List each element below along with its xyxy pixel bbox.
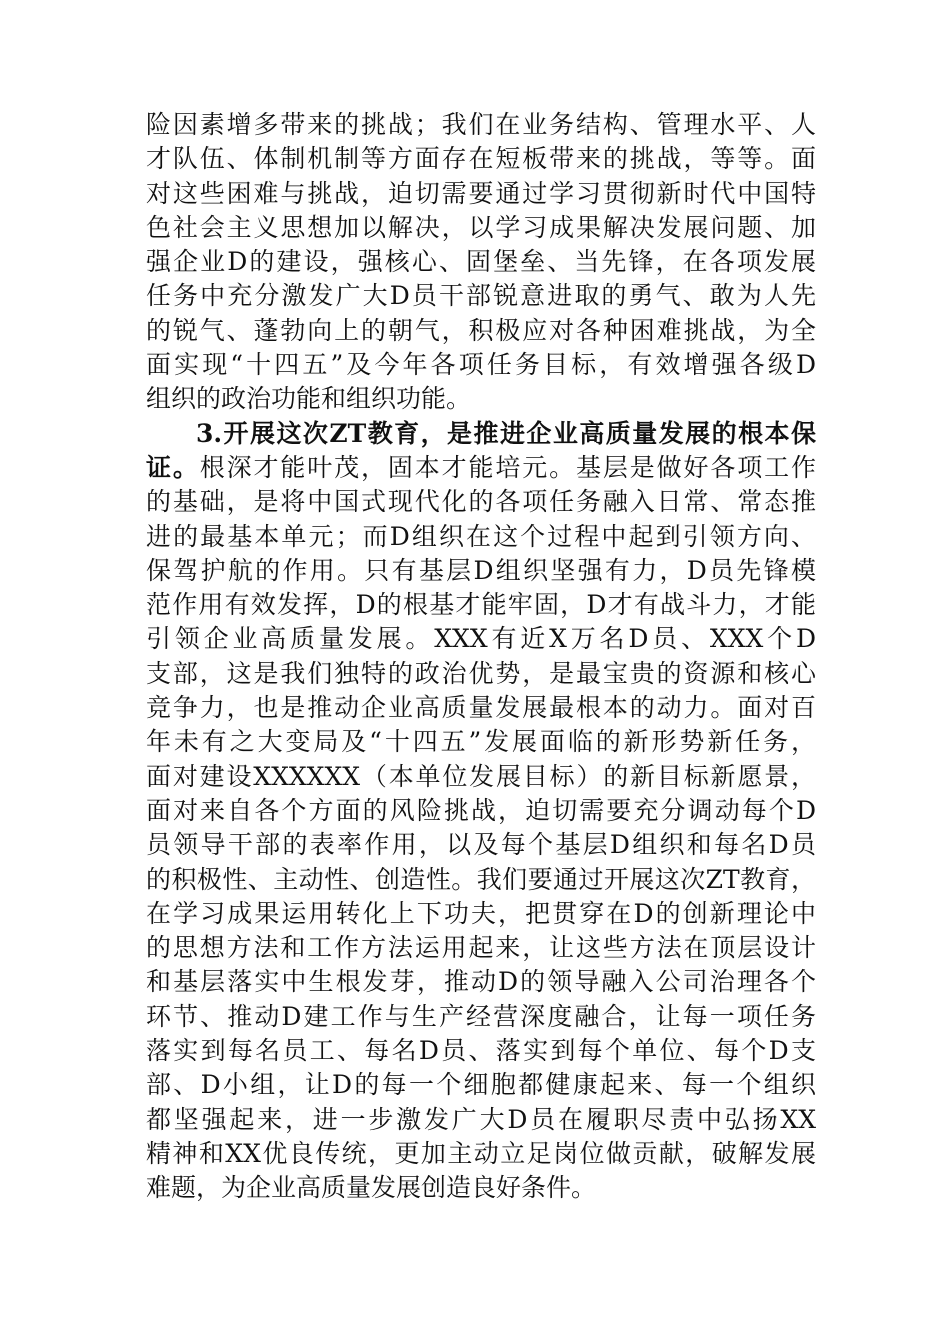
text-line: 色社会主义思想加以解决，以学习成果解决发展问题、加 <box>146 212 816 242</box>
text-span: 根深才能叶茂，固本才能培元。基层是做好各项工作 <box>199 452 816 482</box>
text-line <box>146 451 816 485</box>
text-line: 竞争力，也是推动企业高质量发展最根本的动力。面对百 <box>146 693 816 723</box>
text-line: 的锐气、蓬勃向上的朝气，积极应对各种困难挑战，为全 <box>146 315 816 345</box>
text-line: 部、D小组，让D的每一个细胞都健康起来、每一个组织 <box>146 1070 816 1100</box>
text-line: 都坚强起来，进一步激发广大D员在履职尽责中弘扬XX <box>146 1104 816 1134</box>
text-line: 任务中充分激发广大D员干部锐意进取的勇气、敢为人先 <box>146 281 816 311</box>
text-line: 年未有之大变局及“十四五”发展面临的新形势新任务， <box>146 727 816 757</box>
text-line: 难题，为企业高质量发展创造良好条件。 <box>146 1173 597 1203</box>
text-line: 对这些困难与挑战，迫切需要通过学习贯彻新时代中国特 <box>146 178 816 208</box>
text-line: 保驾护航的作用。只有基层D组织坚强有力，D员先锋模 <box>146 555 816 585</box>
paragraph-continuation <box>146 108 816 417</box>
text-line: 和基层落实中生根发芽，推动D的领导融入公司治理各个 <box>146 967 816 997</box>
text-line: 引领企业高质量发展。XXX有近X万名D员、XXX个D <box>146 624 816 654</box>
text-line: 员领导干部的表率作用，以及每个基层D组织和每名D员 <box>146 830 816 860</box>
text-line: 支部，这是我们独特的政治优势，是最宝贵的资源和核心 <box>146 658 816 688</box>
section-heading: 3.开展这次ZT教育，是推进企业高质量发展的根本保 <box>196 418 816 448</box>
text-line: 精神和XX优良传统，更加主动立足岗位做贡献，破解发展 <box>146 1138 816 1168</box>
paragraph-section-3 <box>146 417 816 1206</box>
text-line: 强企业D的建设，强核心、固堡垒、当先锋，在各项发展 <box>146 247 816 277</box>
text-line: 面实现“十四五”及今年各项任务目标，有效增强各级D <box>146 350 816 380</box>
text-line: 险因素增多带来的挑战；我们在业务结构、管理水平、人 <box>146 110 816 139</box>
text-line: 面对建设XXXXXX（本单位发展目标）的新目标新愿景， <box>146 761 816 791</box>
text-line: 落实到每名员工、每名D员、落实到每个单位、每个D支 <box>146 1036 816 1066</box>
text-line: 的积极性、主动性、创造性。我们要通过开展这次ZT教育， <box>146 864 816 894</box>
text-line: 的思想方法和工作方法运用起来，让这些方法在顶层设计 <box>146 933 816 963</box>
section-heading-end: 证。 <box>146 452 200 482</box>
document-body <box>146 108 816 1206</box>
text-line: 进的最基本单元；而D组织在这个过程中起到引领方向、 <box>146 521 816 551</box>
text-line: 才队伍、体制机制等方面存在短板带来的挑战，等等。面 <box>146 144 816 174</box>
text-line: 环节、推动D建工作与生产经营深度融合，让每一项任务 <box>146 1001 816 1031</box>
text-line: 面对来自各个方面的风险挑战，迫切需要充分调动每个D <box>146 795 816 825</box>
text-line: 的基础，是将中国式现代化的各项任务融入日常、常态推 <box>146 487 816 517</box>
text-line: 范作用有效发挥，D的根基才能牢固，D才有战斗力，才能 <box>146 590 816 620</box>
text-line: 在学习成果运用转化上下功夫，把贯穿在D的创新理论中 <box>146 898 816 928</box>
text-line: 组织的政治功能和组织功能。 <box>146 384 472 414</box>
